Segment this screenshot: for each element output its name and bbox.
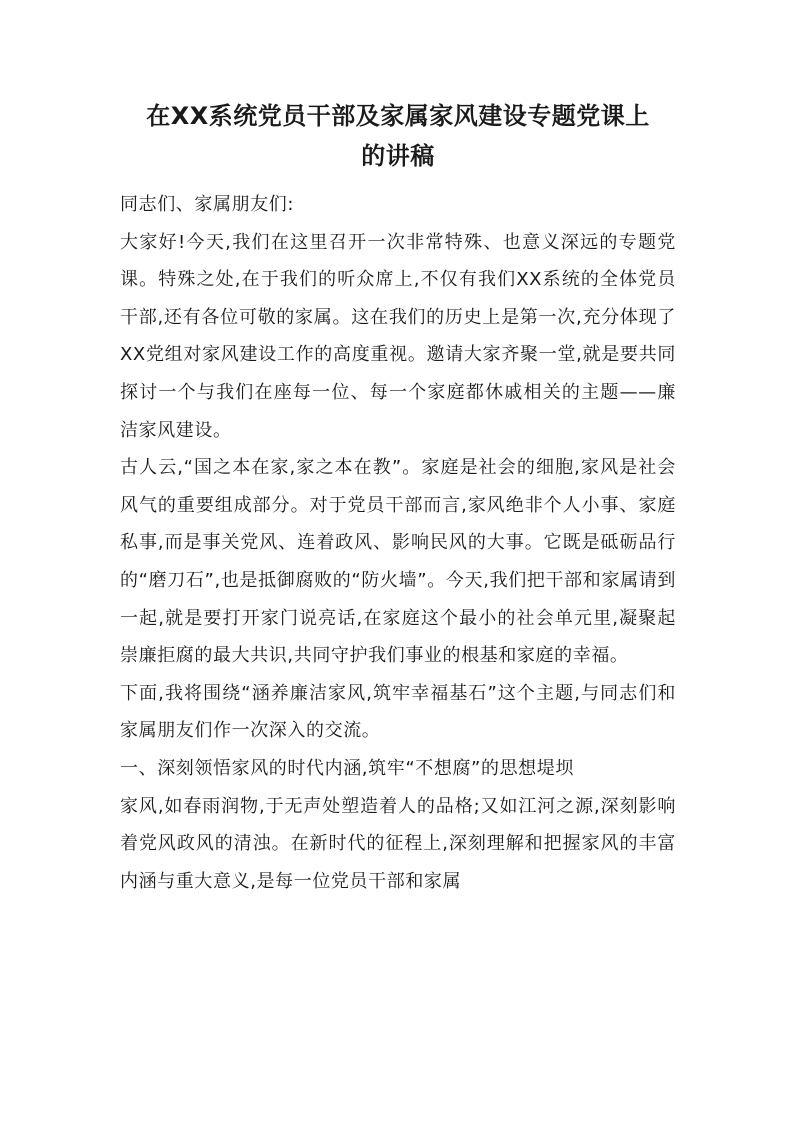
section-one-paragraph: 家风,如春雨润物,于无声处塑造着人的品格;又如江河之源,深刻影响着党风政风的清浊。在新时代的征程上,深刻理解和把握家风的丰富内涵与重大意义,是每一位党员干部和家属 <box>120 795 676 892</box>
section-one-heading: 一、深刻领悟家风的时代内涵,筑牢“不想腐”的思想堤坝 <box>120 757 574 779</box>
title-line-1: 在XX系统党员干部及家属家风建设专题党课上 <box>146 102 650 130</box>
opening-paragraph: 大家好!今天,我们在这里召开一次非常特殊、也意义深远的专题党课。特殊之处,在于我们的听众席上,不仅有我们XX系统的全体党员干部,还有各位可敬的家属。这在我们的历史上是第一次,充分体现了XX党组对家风建设工作的高度重视。邀请大家齐聚一堂,就是要共同探讨一个与我们在座每一位、每一个家庭都休戚相关的主题——廉洁家风建设。 <box>120 231 676 441</box>
document-title <box>120 96 676 176</box>
title-line-2: 的讲稿 <box>361 142 435 170</box>
salutation-paragraph: 同志们、家属朋友们: <box>120 194 295 215</box>
family-culture-paragraph: 古人云,“国之本在家,家之本在教”。家庭是社会的细胞,家风是社会风气的重要组成部分。对于党员干部而言,家风绝非个人小事、家庭私事,而是事关党风、连着政风、影响民风的大事。它既是砥砺品行的“磨刀石”,也是抵御腐败的“防火墙”。今天,我们把干部和家属请到一起,就是要打开家门说亮话,在家庭这个最小的社会单元里,凝聚起崇廉拒腐的最大共识,共同守护我们事业的根基和家庭的幸福。 <box>120 457 676 667</box>
document-page <box>120 96 676 900</box>
topic-intro-paragraph: 下面,我将围绕“涵养廉洁家风,筑牢幸福基石”这个主题,与同志们和家属朋友们作一次深入的交流。 <box>120 682 676 742</box>
